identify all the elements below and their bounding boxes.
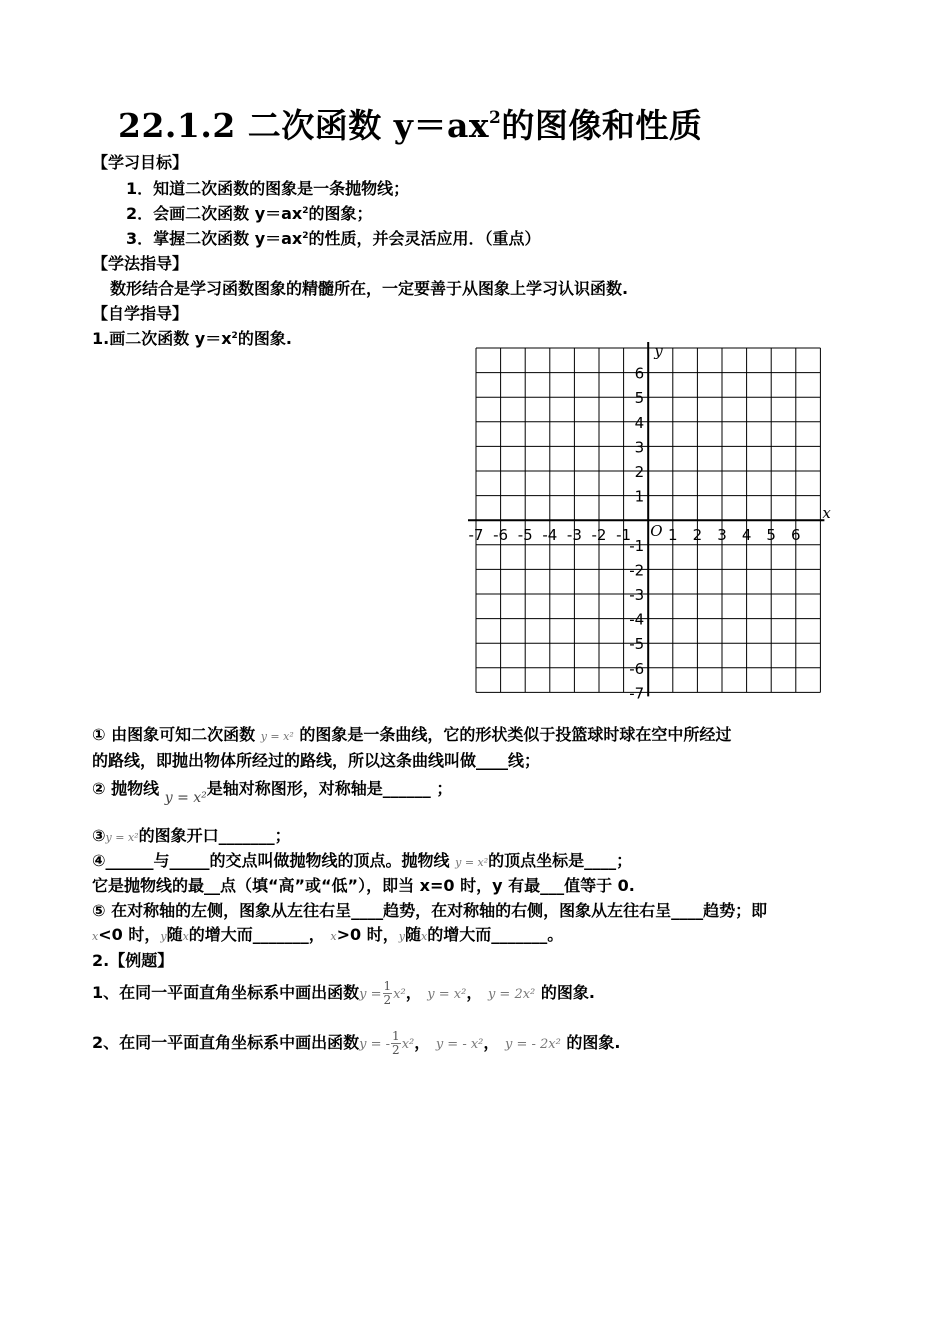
method-text: 数形结合是学习函数图象的精髓所在，一定要善于从图象上学习认识函数. [110, 279, 629, 298]
self-study-heading: 【自学指导】 [92, 304, 189, 323]
x-tick-label: 3 [717, 526, 727, 545]
y-tick-label: 6 [634, 364, 645, 383]
y-tick-label: 1 [634, 487, 645, 506]
y-tick-label: -4 [629, 610, 645, 629]
q1-line2: 的路线，即抛出物体所经过的路线，所以这条曲线叫做____线； [92, 751, 541, 770]
y-tick-label: -2 [629, 561, 645, 580]
draw-task: 1.画二次函数 $y=x^2$的图象. [92, 329, 292, 348]
x-tick-label: -5 [517, 526, 533, 545]
x-axis-label: x [822, 504, 831, 523]
q3: ③y = x²的图象开口_______； [92, 826, 291, 845]
q5-line2: x<0 时，y随x的增大而_______， x>0 时，y随x的增大而_______。 [92, 925, 564, 944]
example-1: 1、在同一平面直角坐标系中画出函数y = $\frac{1}{2}$ x²， y = x²， y = 2x² 的图象. [92, 979, 595, 1007]
q1-line1: ① 由图象可知二次函数 y = x² 的图象是一条曲线，它的形状类似于投篮球时球在空中所经过 [92, 725, 732, 744]
x-tick-label: -2 [591, 526, 607, 545]
x-tick-label: -3 [566, 526, 582, 545]
coordinate-grid [460, 340, 830, 710]
y-tick-label: 5 [634, 389, 645, 408]
goal-item-3: 3．掌握二次函数 $y=ax^2$的性质，并会灵活应用．（重点） [126, 229, 541, 248]
x-tick-label: -7 [468, 526, 484, 545]
method-heading: 【学法指导】 [92, 254, 189, 273]
x-tick-label: 2 [692, 526, 703, 545]
example-2: 2、在同一平面直角坐标系中画出函数y = - $\frac{1}{2}$ x²， y = - x²， y = - 2x² 的图象. [92, 1029, 621, 1057]
goal-item-2: 2．会画二次函数 $y=ax^2$的图象； [126, 204, 373, 223]
y-tick-label: -1 [629, 536, 645, 555]
y-tick-label: 2 [634, 463, 645, 481]
x-tick-label: -4 [542, 526, 558, 545]
x-tick-label: -1 [616, 526, 632, 545]
x-tick-label: 5 [766, 526, 776, 545]
q2: ② 抛物线 y = x²是轴对称图形，对称轴是______ ； [92, 779, 453, 806]
x-tick-label: 6 [791, 526, 801, 545]
x-tick-label: 4 [741, 526, 752, 545]
x-tick-label: -6 [493, 526, 509, 545]
origin-label: O [650, 522, 663, 541]
q5-line1: ⑤ 在对称轴的左侧，图象从左往右呈____趋势，在对称轴的右侧，图象从左往右呈____趋势；即 [92, 901, 768, 920]
page-title: 22.1.2 二次函数 $y=ax^2$的图像和性质 [118, 106, 703, 145]
q4-line2: 它是抛物线的最__点（填“高”或“低”），即当 x=0 时，y 有最___值等于 0. [92, 876, 635, 895]
y-tick-label: -7 [629, 684, 645, 703]
y-tick-label: -3 [629, 586, 645, 604]
goals-heading: 【学习目标】 [92, 153, 189, 172]
examples-heading: 2.【例题】 [92, 951, 174, 970]
y-tick-label: -6 [629, 659, 645, 678]
y-axis-label: y [654, 342, 663, 360]
goal-item-1: 1．知道二次函数的图象是一条抛物线； [126, 179, 410, 198]
y-tick-label: 4 [634, 413, 645, 432]
y-tick-label: -5 [629, 635, 645, 654]
q4-line1: ④______与_____的交点叫做抛物线的顶点。抛物线 y = x²的顶点坐标是____； [92, 851, 633, 870]
y-tick-label: 3 [634, 438, 645, 457]
x-tick-label: 1 [668, 526, 678, 545]
